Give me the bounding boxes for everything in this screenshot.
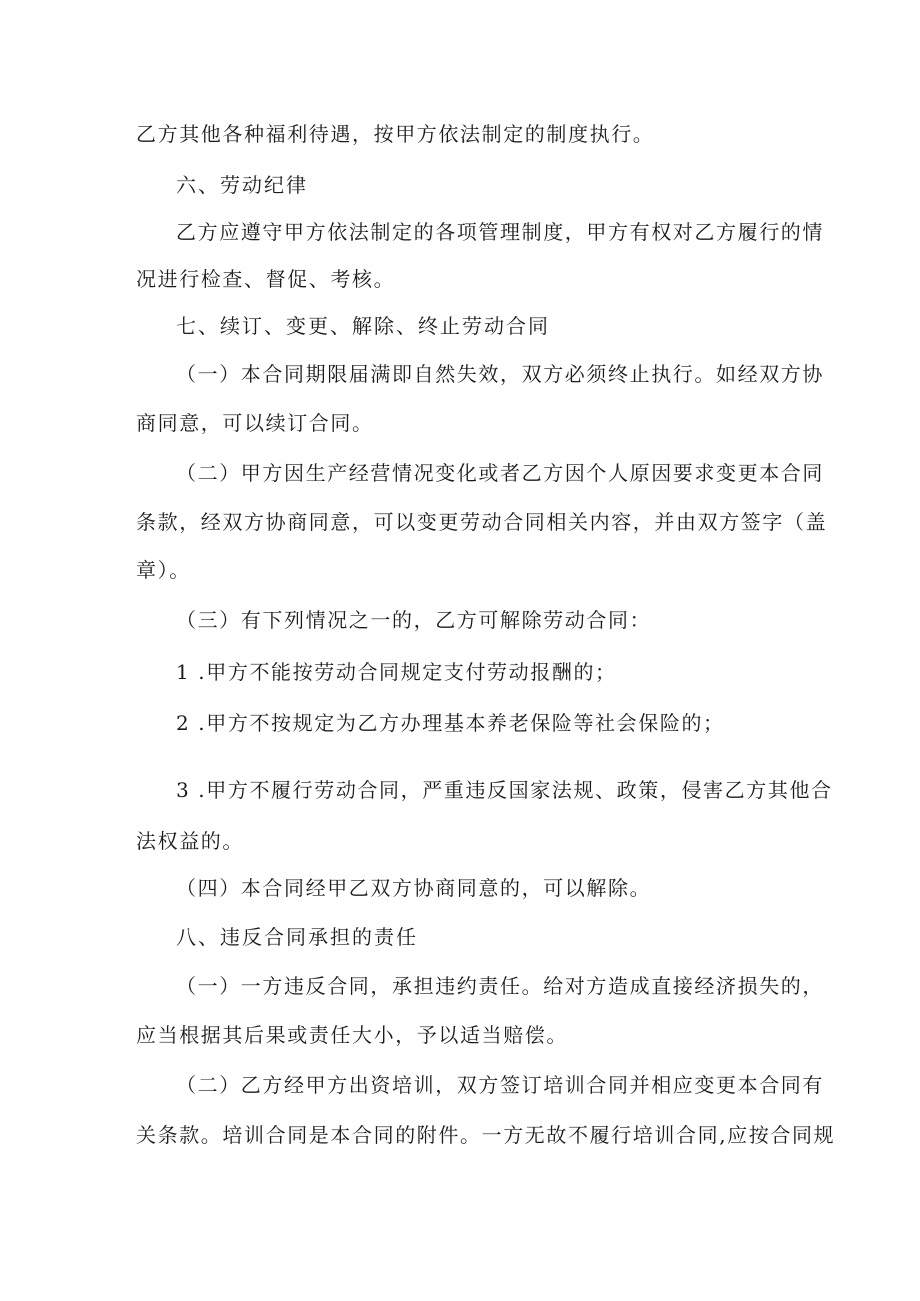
paragraph-line: （四）本合同经甲乙双方协商同意的，可以解除。 [176, 876, 652, 900]
paragraph-line: （三）有下列情况之一的，乙方可解除劳动合同： [176, 608, 652, 632]
paragraph-line: 法权益的。 [136, 829, 244, 853]
paragraph-line: 乙方其他各种福利待遇，按甲方依法制定的制度执行。 [136, 122, 655, 146]
paragraph-line: 况进行检查、督促、考核。 [136, 267, 396, 291]
paragraph-line: 应当根据其后果或责任大小，予以适当赔偿。 [136, 1023, 568, 1047]
paragraph-line: 商同意，可以续订合同。 [136, 411, 374, 435]
section-heading: 七、续订、变更、解除、终止劳动合同 [176, 314, 550, 338]
list-item: 2 .甲方不按规定为乙方办理基本养老保险等社会保险的； [176, 711, 725, 735]
paragraph-line: （一）一方违反合同，承担违约责任。给对方造成直接经济损失的， [176, 974, 824, 998]
paragraph-line: （二）乙方经甲方出资培训，双方签订培训合同并相应变更本合同有 [176, 1073, 824, 1097]
paragraph-line: （一）本合同期限届满即自然失效，双方必须终止执行。如经双方协 [176, 362, 824, 386]
paragraph-line: 乙方应遵守甲方依法制定的各项管理制度，甲方有权对乙方履行的情 [176, 220, 824, 244]
paragraph-line: 章）。 [136, 558, 191, 582]
list-item: 3 .甲方不履行劳动合同，严重违反国家法规、政策，侵害乙方其他合 [176, 778, 833, 802]
paragraph-line: （二）甲方因生产经营情况变化或者乙方因个人原因要求变更本合同 [176, 461, 824, 485]
section-heading: 八、违反合同承担的责任 [176, 925, 418, 949]
section-heading: 六、劳动纪律 [176, 173, 308, 197]
paragraph-line: 关条款。培训合同是本合同的附件。一方无故不履行培训合同,应按合同规 [136, 1123, 836, 1147]
list-item: 1 .甲方不能按劳动合同规定支付劳动报酬的； [176, 660, 617, 684]
paragraph-line: 条款，经双方协商同意，可以变更劳动合同相关内容，并由双方签字（盖 [136, 510, 828, 534]
